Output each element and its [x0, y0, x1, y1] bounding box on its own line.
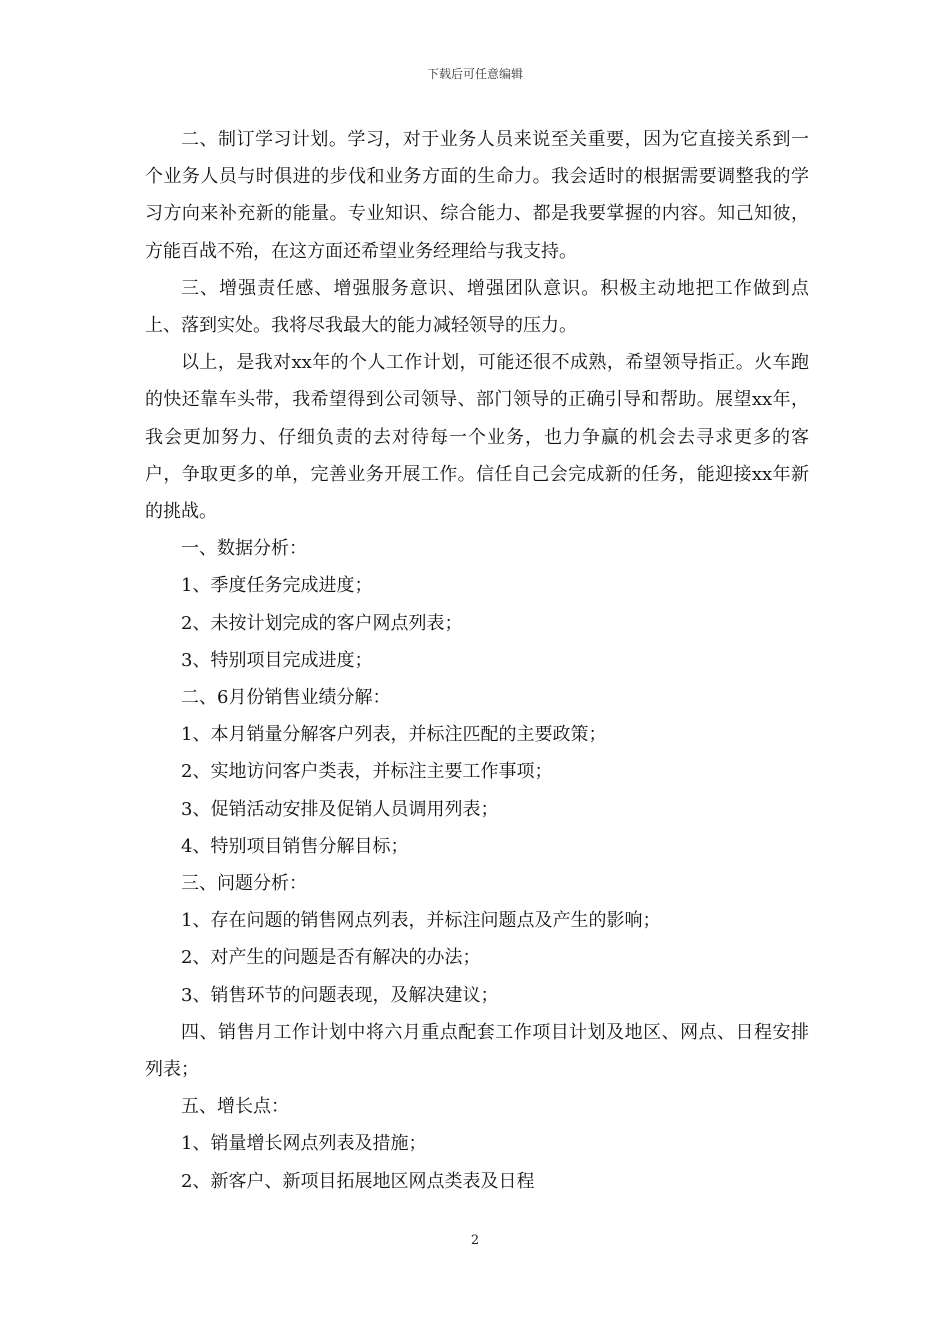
list-item: 2、对产生的问题是否有解决的办法；	[181, 947, 481, 969]
list-item: 3、促销活动安排及促销人员调用列表；	[181, 798, 499, 820]
section-heading-growth-points: 五、增长点：	[181, 1096, 289, 1118]
list-item: 2、实地访问客户类表，并标注主要工作事项；	[181, 761, 553, 783]
paragraph-summary: 以上，是我对xx年的个人工作计划，可能还很不成熟，希望领导指正。火车跑的快还靠车头带，我希望得到公司领导、部门领导的正确引导和帮助。展望xx年，我会更加努力、仔细负责的去对待每一个业务，也力争赢的机会去寻求更多的客户，争取更多的单，完善业务开展工作。信任自己会完成新的任务，能迎接xx年新的挑战。	[145, 352, 809, 523]
list-item: 2、未按计划完成的客户网点列表；	[181, 612, 463, 634]
paragraph-study-plan: 二、制订学习计划。学习，对于业务人员来说至关重要，因为它直接关系到一个业务人员与时俱进的步伐和业务方面的生命力。我会适时的根据需要调整我的学习方向来补充新的能量。专业知识、综合能力、都是我要掌握的内容。知己知彼，方能百战不殆，在这方面还希望业务经理给与我支持。	[145, 129, 809, 262]
section-heading-sales-breakdown: 二、6月份销售业绩分解：	[181, 687, 391, 709]
paragraph-responsibility: 三、增强责任感、增强服务意识、增强团队意识。积极主动地把工作做到点上、落到实处。我将尽我最大的能力减轻领导的压力。	[145, 277, 809, 337]
list-item: 4、特别项目销售分解目标；	[181, 835, 409, 857]
section-heading-monthly-plan: 四、销售月工作计划中将六月重点配套工作项目计划及地区、网点、日程安排列表；	[145, 1021, 809, 1081]
section-heading-data-analysis: 一、数据分析：	[181, 538, 307, 560]
page-number: 2	[470, 1233, 480, 1248]
list-item: 1、存在问题的销售网点列表，并标注问题点及产生的影响；	[181, 910, 661, 932]
section-heading-problem-analysis: 三、问题分析：	[181, 873, 307, 895]
list-item: 1、本月销量分解客户列表，并标注匹配的主要政策；	[181, 724, 607, 746]
list-item: 3、销售环节的问题表现，及解决建议；	[181, 984, 499, 1006]
list-item: 3、特别项目完成进度；	[181, 649, 373, 671]
list-item: 1、销量增长网点列表及措施；	[181, 1133, 427, 1155]
page-header-note: 下载后可任意编辑	[426, 67, 523, 81]
document-body	[145, 121, 809, 1200]
list-item: 2、新客户、新项目拓展地区网点类表及日程	[181, 1170, 535, 1192]
list-item: 1、季度任务完成进度；	[181, 575, 373, 597]
